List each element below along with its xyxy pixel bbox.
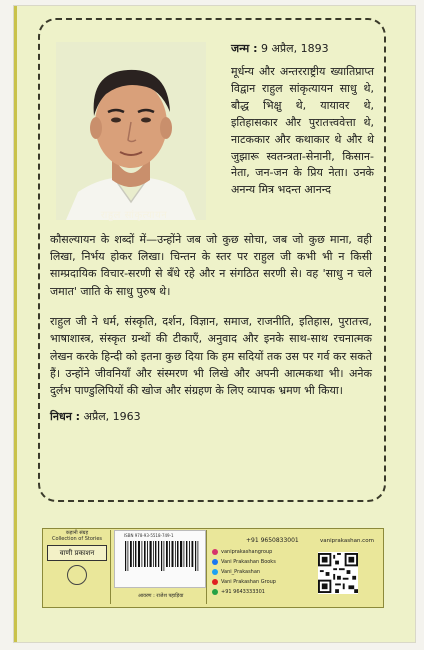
death-label: निधन : — [50, 410, 81, 423]
series-hindi: कहानी संग्रह — [65, 530, 89, 536]
phone-number: +91 9650833001 — [246, 537, 299, 544]
publisher-emblem-icon — [67, 565, 87, 585]
photo-caption: राहुल सांकृत्यायन — [100, 210, 168, 221]
instagram-icon — [212, 549, 218, 555]
contact-row-twitter: Vani_Prakashan — [212, 569, 260, 575]
birth-value: 9 अप्रैल, 1893 — [260, 42, 329, 55]
publisher-block — [44, 530, 111, 604]
series-english: Collection of Stories — [51, 536, 103, 542]
whatsapp-icon — [212, 589, 218, 595]
website-url: vaniprakashan.com — [320, 538, 374, 544]
bio-paragraph-continued: कौसल्यायन के शब्दों में—उन्होंने जब जो कुछ सोचा, जब जो कुछ माना, वही लिखा, निर्भय होकर लिखा। चिन्तन के स्तर पर राहुल जी कभी भी न किसी साम्प्रदायिक विचार-सरणी से बँधे रहे और न संगठित सरणी से। वह 'साधु न चले जमात' जाति के साधु पुरुष थे। — [50, 233, 372, 298]
birth-date — [231, 40, 381, 57]
publisher-logo: वाणी प्रकाशन — [47, 545, 107, 561]
youtube-icon — [212, 579, 218, 585]
contact-row-instagram: vaniprakashangroup — [212, 549, 272, 555]
twitter-icon — [212, 569, 218, 575]
birth-label: जन्म : — [231, 42, 258, 55]
contact-row-youtube: Vani Prakashan Group — [212, 579, 276, 585]
isbn-text: ISBN 978-93-5518-749-1 — [124, 533, 174, 538]
facebook-icon — [212, 559, 218, 565]
qr-code-icon — [318, 552, 358, 594]
death-value: अप्रैल, 1963 — [83, 410, 141, 423]
bio-paragraph-intro: मूर्धन्य और अन्तरराष्ट्रीय ख्यातिप्राप्त विद्वान राहुल सांकृत्यायन साधु थे, बौद्ध भिक्षु थे, यायावर थे, इतिहासकार और पुरातत्त्ववेत्ता थे, नाटककार और कथाकार थे और थे जुझारू स्वतन्त्रता-सेनानी, किसान-नेता, जन-जन के प्रिय नेता। उनके अनन्य मित्र भदन्त आनन्द — [231, 65, 374, 197]
cover-design-credit: आवरण : राजेश पहाड़िया — [138, 593, 184, 599]
contact-row-facebook: Vani Prakashan Books — [212, 559, 276, 565]
contact-row-whatsapp: +91 9643333301 — [212, 589, 265, 595]
barcode-icon — [125, 541, 199, 571]
death-date — [50, 408, 200, 425]
bio-paragraph-works: राहुल जी ने धर्म, संस्कृति, दर्शन, विज्ञान, समाज, राजनीति, इतिहास, पुरातत्त्व, भाषाशास्त्र, संस्कृत ग्रन्थों की टीकाएँ, अनुवाद और इनके साथ-साथ रचनात्मक लेखन करके हिन्दी को इतना कुछ दिया कि हम सदियों तक उस पर गर्व कर सकते हैं। उन्होंने जीवनियाँ और संस्मरण भी लिखे और अपनी आत्मकथा भी। अनेक दुर्लभ पाण्डुलिपियों की खोज और संग्रहण के लिए व्यापक भ्रमण भी किया। — [50, 315, 372, 398]
author-photo — [56, 42, 206, 220]
